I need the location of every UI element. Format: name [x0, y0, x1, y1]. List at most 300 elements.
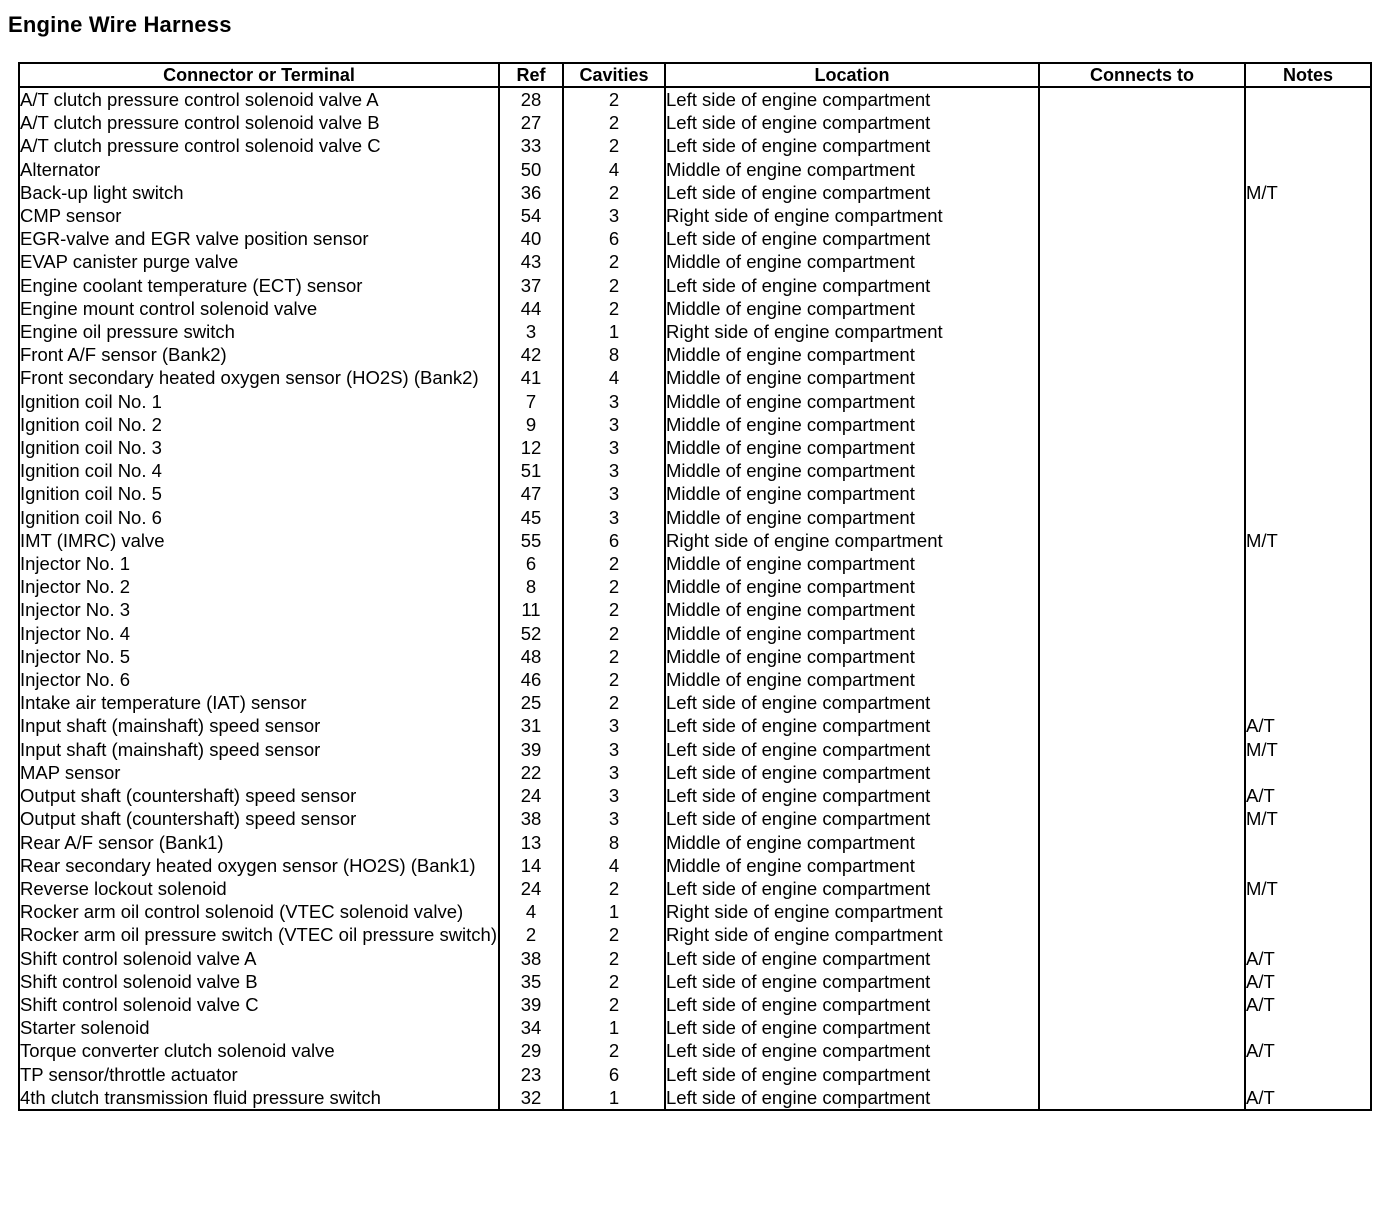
cell-connector: MAP sensor [19, 761, 499, 784]
cell-cavities: 4 [563, 366, 665, 389]
table-row [19, 436, 1371, 459]
cell-connects-to [1039, 854, 1245, 877]
cell-location: Middle of engine compartment [665, 413, 1039, 436]
cell-connector: Rocker arm oil control solenoid (VTEC solenoid valve) [19, 900, 499, 923]
cell-cavities: 2 [563, 598, 665, 621]
cell-cavities: 1 [563, 1086, 665, 1110]
cell-notes: A/T [1245, 784, 1371, 807]
cell-connector: Engine mount control solenoid valve [19, 297, 499, 320]
cell-location: Left side of engine compartment [665, 1086, 1039, 1110]
cell-notes [1245, 831, 1371, 854]
cell-connects-to [1039, 413, 1245, 436]
cell-cavities: 3 [563, 482, 665, 505]
table-row [19, 343, 1371, 366]
cell-connector: Shift control solenoid valve B [19, 970, 499, 993]
cell-cavities: 2 [563, 575, 665, 598]
cell-connector: Reverse lockout solenoid [19, 877, 499, 900]
cell-cavities: 8 [563, 343, 665, 366]
cell-location: Left side of engine compartment [665, 784, 1039, 807]
cell-notes: M/T [1245, 181, 1371, 204]
cell-ref: 50 [499, 158, 563, 181]
cell-cavities: 2 [563, 668, 665, 691]
cell-ref: 8 [499, 575, 563, 598]
cell-notes: A/T [1245, 1039, 1371, 1062]
column-header-ref: Ref [499, 63, 563, 87]
cell-cavities: 2 [563, 691, 665, 714]
cell-notes: A/T [1245, 1086, 1371, 1110]
column-header-notes: Notes [1245, 63, 1371, 87]
cell-location: Left side of engine compartment [665, 807, 1039, 830]
table-row [19, 1016, 1371, 1039]
table-row [19, 134, 1371, 157]
cell-notes [1245, 575, 1371, 598]
cell-cavities: 3 [563, 761, 665, 784]
cell-location: Middle of engine compartment [665, 297, 1039, 320]
cell-connects-to [1039, 274, 1245, 297]
cell-cavities: 6 [563, 529, 665, 552]
cell-location: Middle of engine compartment [665, 158, 1039, 181]
cell-ref: 40 [499, 227, 563, 250]
cell-connects-to [1039, 320, 1245, 343]
cell-notes [1245, 598, 1371, 621]
cell-location: Middle of engine compartment [665, 831, 1039, 854]
cell-connector: Intake air temperature (IAT) sensor [19, 691, 499, 714]
cell-cavities: 2 [563, 250, 665, 273]
cell-ref: 22 [499, 761, 563, 784]
cell-cavities: 3 [563, 738, 665, 761]
table-row [19, 181, 1371, 204]
cell-connector: Ignition coil No. 6 [19, 506, 499, 529]
cell-cavities: 4 [563, 854, 665, 877]
cell-ref: 34 [499, 1016, 563, 1039]
cell-connector: Ignition coil No. 2 [19, 413, 499, 436]
table-row [19, 575, 1371, 598]
cell-cavities: 2 [563, 552, 665, 575]
cell-notes [1245, 900, 1371, 923]
cell-connector: Starter solenoid [19, 1016, 499, 1039]
cell-location: Left side of engine compartment [665, 227, 1039, 250]
cell-location: Right side of engine compartment [665, 923, 1039, 946]
cell-connector: Alternator [19, 158, 499, 181]
table-row [19, 645, 1371, 668]
cell-connects-to [1039, 622, 1245, 645]
cell-notes [1245, 366, 1371, 389]
cell-notes [1245, 552, 1371, 575]
cell-cavities: 3 [563, 390, 665, 413]
cell-cavities: 3 [563, 784, 665, 807]
cell-notes [1245, 668, 1371, 691]
cell-notes [1245, 1016, 1371, 1039]
cell-notes [1245, 413, 1371, 436]
cell-connects-to [1039, 1063, 1245, 1086]
cell-notes [1245, 506, 1371, 529]
cell-connects-to [1039, 552, 1245, 575]
cell-notes [1245, 204, 1371, 227]
cell-ref: 35 [499, 970, 563, 993]
table-row [19, 111, 1371, 134]
cell-connector: EGR-valve and EGR valve position sensor [19, 227, 499, 250]
table-row [19, 877, 1371, 900]
cell-location: Left side of engine compartment [665, 877, 1039, 900]
cell-connects-to [1039, 738, 1245, 761]
cell-connects-to [1039, 831, 1245, 854]
cell-location: Middle of engine compartment [665, 250, 1039, 273]
cell-location: Middle of engine compartment [665, 436, 1039, 459]
table-row [19, 761, 1371, 784]
table-row [19, 552, 1371, 575]
table-row [19, 413, 1371, 436]
cell-location: Middle of engine compartment [665, 668, 1039, 691]
cell-location: Right side of engine compartment [665, 529, 1039, 552]
cell-connects-to [1039, 645, 1245, 668]
cell-connects-to [1039, 297, 1245, 320]
column-header-connects-to: Connects to [1039, 63, 1245, 87]
cell-cavities: 1 [563, 320, 665, 343]
table-row [19, 250, 1371, 273]
cell-cavities: 2 [563, 134, 665, 157]
cell-ref: 48 [499, 645, 563, 668]
cell-location: Right side of engine compartment [665, 900, 1039, 923]
cell-notes [1245, 436, 1371, 459]
table-row [19, 320, 1371, 343]
cell-connector: Input shaft (mainshaft) speed sensor [19, 738, 499, 761]
cell-connector: Torque converter clutch solenoid valve [19, 1039, 499, 1062]
table-row [19, 923, 1371, 946]
cell-connects-to [1039, 87, 1245, 111]
cell-connects-to [1039, 459, 1245, 482]
cell-connects-to [1039, 343, 1245, 366]
cell-connects-to [1039, 923, 1245, 946]
cell-connector: EVAP canister purge valve [19, 250, 499, 273]
cell-notes: M/T [1245, 738, 1371, 761]
cell-ref: 3 [499, 320, 563, 343]
cell-ref: 27 [499, 111, 563, 134]
cell-ref: 24 [499, 784, 563, 807]
table-row [19, 1063, 1371, 1086]
cell-connects-to [1039, 482, 1245, 505]
cell-notes: A/T [1245, 970, 1371, 993]
cell-notes [1245, 343, 1371, 366]
cell-ref: 44 [499, 297, 563, 320]
cell-ref: 42 [499, 343, 563, 366]
cell-connector: Back-up light switch [19, 181, 499, 204]
cell-cavities: 3 [563, 714, 665, 737]
cell-notes [1245, 482, 1371, 505]
cell-notes [1245, 87, 1371, 111]
cell-notes [1245, 274, 1371, 297]
cell-ref: 39 [499, 993, 563, 1016]
cell-ref: 32 [499, 1086, 563, 1110]
cell-cavities: 3 [563, 459, 665, 482]
cell-connects-to [1039, 947, 1245, 970]
cell-connector: A/T clutch pressure control solenoid valve A [19, 87, 499, 111]
cell-ref: 31 [499, 714, 563, 737]
table-row [19, 714, 1371, 737]
table-row [19, 506, 1371, 529]
table-row [19, 854, 1371, 877]
cell-notes: M/T [1245, 807, 1371, 830]
cell-ref: 6 [499, 552, 563, 575]
cell-notes [1245, 250, 1371, 273]
cell-notes: A/T [1245, 714, 1371, 737]
table-row [19, 970, 1371, 993]
cell-connector: Output shaft (countershaft) speed sensor [19, 807, 499, 830]
cell-location: Middle of engine compartment [665, 366, 1039, 389]
cell-connects-to [1039, 900, 1245, 923]
cell-cavities: 2 [563, 111, 665, 134]
table-row [19, 691, 1371, 714]
cell-cavities: 2 [563, 993, 665, 1016]
cell-notes: A/T [1245, 947, 1371, 970]
cell-connects-to [1039, 598, 1245, 621]
cell-cavities: 2 [563, 297, 665, 320]
cell-cavities: 3 [563, 204, 665, 227]
cell-connects-to [1039, 529, 1245, 552]
table-row [19, 1086, 1371, 1110]
cell-connector: Ignition coil No. 3 [19, 436, 499, 459]
cell-ref: 51 [499, 459, 563, 482]
cell-location: Right side of engine compartment [665, 320, 1039, 343]
cell-location: Left side of engine compartment [665, 1063, 1039, 1086]
cell-connector: Output shaft (countershaft) speed sensor [19, 784, 499, 807]
cell-connector: Injector No. 5 [19, 645, 499, 668]
cell-cavities: 1 [563, 1016, 665, 1039]
cell-notes: M/T [1245, 877, 1371, 900]
cell-connects-to [1039, 1086, 1245, 1110]
cell-connects-to [1039, 807, 1245, 830]
cell-notes [1245, 622, 1371, 645]
cell-ref: 33 [499, 134, 563, 157]
table-row [19, 482, 1371, 505]
cell-cavities: 2 [563, 947, 665, 970]
cell-ref: 54 [499, 204, 563, 227]
cell-ref: 28 [499, 87, 563, 111]
table-row [19, 947, 1371, 970]
cell-ref: 2 [499, 923, 563, 946]
cell-connects-to [1039, 1039, 1245, 1062]
table-row [19, 1039, 1371, 1062]
column-header-cavities: Cavities [563, 63, 665, 87]
cell-location: Left side of engine compartment [665, 993, 1039, 1016]
cell-connects-to [1039, 436, 1245, 459]
cell-ref: 13 [499, 831, 563, 854]
cell-connector: 4th clutch transmission fluid pressure switch [19, 1086, 499, 1110]
cell-ref: 43 [499, 250, 563, 273]
cell-connects-to [1039, 134, 1245, 157]
cell-cavities: 2 [563, 181, 665, 204]
cell-connects-to [1039, 227, 1245, 250]
cell-location: Middle of engine compartment [665, 390, 1039, 413]
cell-location: Left side of engine compartment [665, 714, 1039, 737]
cell-connector: Ignition coil No. 4 [19, 459, 499, 482]
cell-connects-to [1039, 111, 1245, 134]
cell-connects-to [1039, 993, 1245, 1016]
table-row [19, 807, 1371, 830]
harness-table [18, 62, 1372, 1111]
table-row [19, 459, 1371, 482]
cell-ref: 55 [499, 529, 563, 552]
cell-connector: IMT (IMRC) valve [19, 529, 499, 552]
cell-connects-to [1039, 366, 1245, 389]
cell-location: Left side of engine compartment [665, 947, 1039, 970]
cell-cavities: 2 [563, 923, 665, 946]
cell-connector: CMP sensor [19, 204, 499, 227]
cell-location: Left side of engine compartment [665, 87, 1039, 111]
cell-location: Left side of engine compartment [665, 134, 1039, 157]
cell-connects-to [1039, 250, 1245, 273]
cell-location: Left side of engine compartment [665, 691, 1039, 714]
cell-connector: Rear secondary heated oxygen sensor (HO2S) (Bank1) [19, 854, 499, 877]
cell-cavities: 6 [563, 1063, 665, 1086]
cell-ref: 7 [499, 390, 563, 413]
cell-notes [1245, 227, 1371, 250]
table-row [19, 390, 1371, 413]
cell-cavities: 3 [563, 506, 665, 529]
cell-connector: Front secondary heated oxygen sensor (HO2S) (Bank2) [19, 366, 499, 389]
cell-cavities: 2 [563, 970, 665, 993]
cell-connects-to [1039, 714, 1245, 737]
table-row [19, 598, 1371, 621]
table-row [19, 900, 1371, 923]
cell-connector: Injector No. 1 [19, 552, 499, 575]
cell-location: Middle of engine compartment [665, 482, 1039, 505]
table-row [19, 87, 1371, 111]
cell-connector: Engine oil pressure switch [19, 320, 499, 343]
cell-location: Middle of engine compartment [665, 645, 1039, 668]
cell-connects-to [1039, 390, 1245, 413]
cell-location: Middle of engine compartment [665, 459, 1039, 482]
table-row [19, 366, 1371, 389]
cell-cavities: 1 [563, 900, 665, 923]
page-title: Engine Wire Harness [8, 12, 232, 37]
cell-cavities: 2 [563, 1039, 665, 1062]
table-row [19, 993, 1371, 1016]
cell-notes [1245, 691, 1371, 714]
table-row [19, 274, 1371, 297]
cell-ref: 29 [499, 1039, 563, 1062]
cell-ref: 38 [499, 807, 563, 830]
cell-connects-to [1039, 506, 1245, 529]
cell-connects-to [1039, 1016, 1245, 1039]
table-row [19, 227, 1371, 250]
cell-location: Left side of engine compartment [665, 274, 1039, 297]
column-header-connector: Connector or Terminal [19, 63, 499, 87]
cell-notes [1245, 390, 1371, 413]
table-row [19, 529, 1371, 552]
cell-ref: 36 [499, 181, 563, 204]
cell-ref: 38 [499, 947, 563, 970]
cell-notes [1245, 761, 1371, 784]
cell-cavities: 2 [563, 622, 665, 645]
cell-location: Right side of engine compartment [665, 204, 1039, 227]
cell-connector: Front A/F sensor (Bank2) [19, 343, 499, 366]
table-row [19, 831, 1371, 854]
cell-location: Middle of engine compartment [665, 343, 1039, 366]
cell-notes [1245, 134, 1371, 157]
cell-connector: Ignition coil No. 5 [19, 482, 499, 505]
cell-location: Middle of engine compartment [665, 506, 1039, 529]
cell-notes [1245, 320, 1371, 343]
cell-location: Left side of engine compartment [665, 1016, 1039, 1039]
cell-cavities: 2 [563, 274, 665, 297]
cell-connects-to [1039, 181, 1245, 204]
cell-notes: A/T [1245, 993, 1371, 1016]
cell-ref: 4 [499, 900, 563, 923]
cell-connector: Ignition coil No. 1 [19, 390, 499, 413]
cell-connector: Rear A/F sensor (Bank1) [19, 831, 499, 854]
cell-ref: 14 [499, 854, 563, 877]
cell-connector: A/T clutch pressure control solenoid valve C [19, 134, 499, 157]
table-row [19, 738, 1371, 761]
table-row [19, 784, 1371, 807]
cell-connects-to [1039, 784, 1245, 807]
table-header [19, 63, 1371, 87]
cell-connector: Injector No. 4 [19, 622, 499, 645]
cell-cavities: 3 [563, 413, 665, 436]
cell-connects-to [1039, 668, 1245, 691]
cell-location: Left side of engine compartment [665, 761, 1039, 784]
cell-location: Middle of engine compartment [665, 622, 1039, 645]
cell-connects-to [1039, 877, 1245, 900]
cell-location: Middle of engine compartment [665, 552, 1039, 575]
cell-location: Left side of engine compartment [665, 111, 1039, 134]
column-header-location: Location [665, 63, 1039, 87]
table-row [19, 204, 1371, 227]
cell-connects-to [1039, 691, 1245, 714]
cell-cavities: 4 [563, 158, 665, 181]
cell-notes [1245, 854, 1371, 877]
cell-notes [1245, 111, 1371, 134]
table-body [19, 87, 1371, 1110]
cell-connector: Injector No. 2 [19, 575, 499, 598]
table-row [19, 668, 1371, 691]
cell-ref: 24 [499, 877, 563, 900]
table-row [19, 158, 1371, 181]
cell-connector: Input shaft (mainshaft) speed sensor [19, 714, 499, 737]
cell-ref: 25 [499, 691, 563, 714]
cell-cavities: 2 [563, 877, 665, 900]
cell-connector: Shift control solenoid valve C [19, 993, 499, 1016]
cell-notes [1245, 459, 1371, 482]
cell-notes [1245, 158, 1371, 181]
cell-notes [1245, 645, 1371, 668]
cell-cavities: 3 [563, 436, 665, 459]
cell-connector: Engine coolant temperature (ECT) sensor [19, 274, 499, 297]
table-row [19, 622, 1371, 645]
cell-location: Middle of engine compartment [665, 575, 1039, 598]
cell-connector: Shift control solenoid valve A [19, 947, 499, 970]
cell-cavities: 3 [563, 807, 665, 830]
cell-connector: Injector No. 6 [19, 668, 499, 691]
cell-ref: 52 [499, 622, 563, 645]
cell-connects-to [1039, 204, 1245, 227]
cell-location: Left side of engine compartment [665, 1039, 1039, 1062]
cell-notes [1245, 1063, 1371, 1086]
cell-location: Middle of engine compartment [665, 854, 1039, 877]
cell-connects-to [1039, 761, 1245, 784]
cell-ref: 12 [499, 436, 563, 459]
table-row [19, 297, 1371, 320]
cell-location: Left side of engine compartment [665, 738, 1039, 761]
cell-ref: 11 [499, 598, 563, 621]
cell-notes [1245, 297, 1371, 320]
cell-location: Left side of engine compartment [665, 181, 1039, 204]
cell-notes [1245, 923, 1371, 946]
cell-connects-to [1039, 575, 1245, 598]
cell-ref: 23 [499, 1063, 563, 1086]
cell-connector: Injector No. 3 [19, 598, 499, 621]
cell-cavities: 8 [563, 831, 665, 854]
